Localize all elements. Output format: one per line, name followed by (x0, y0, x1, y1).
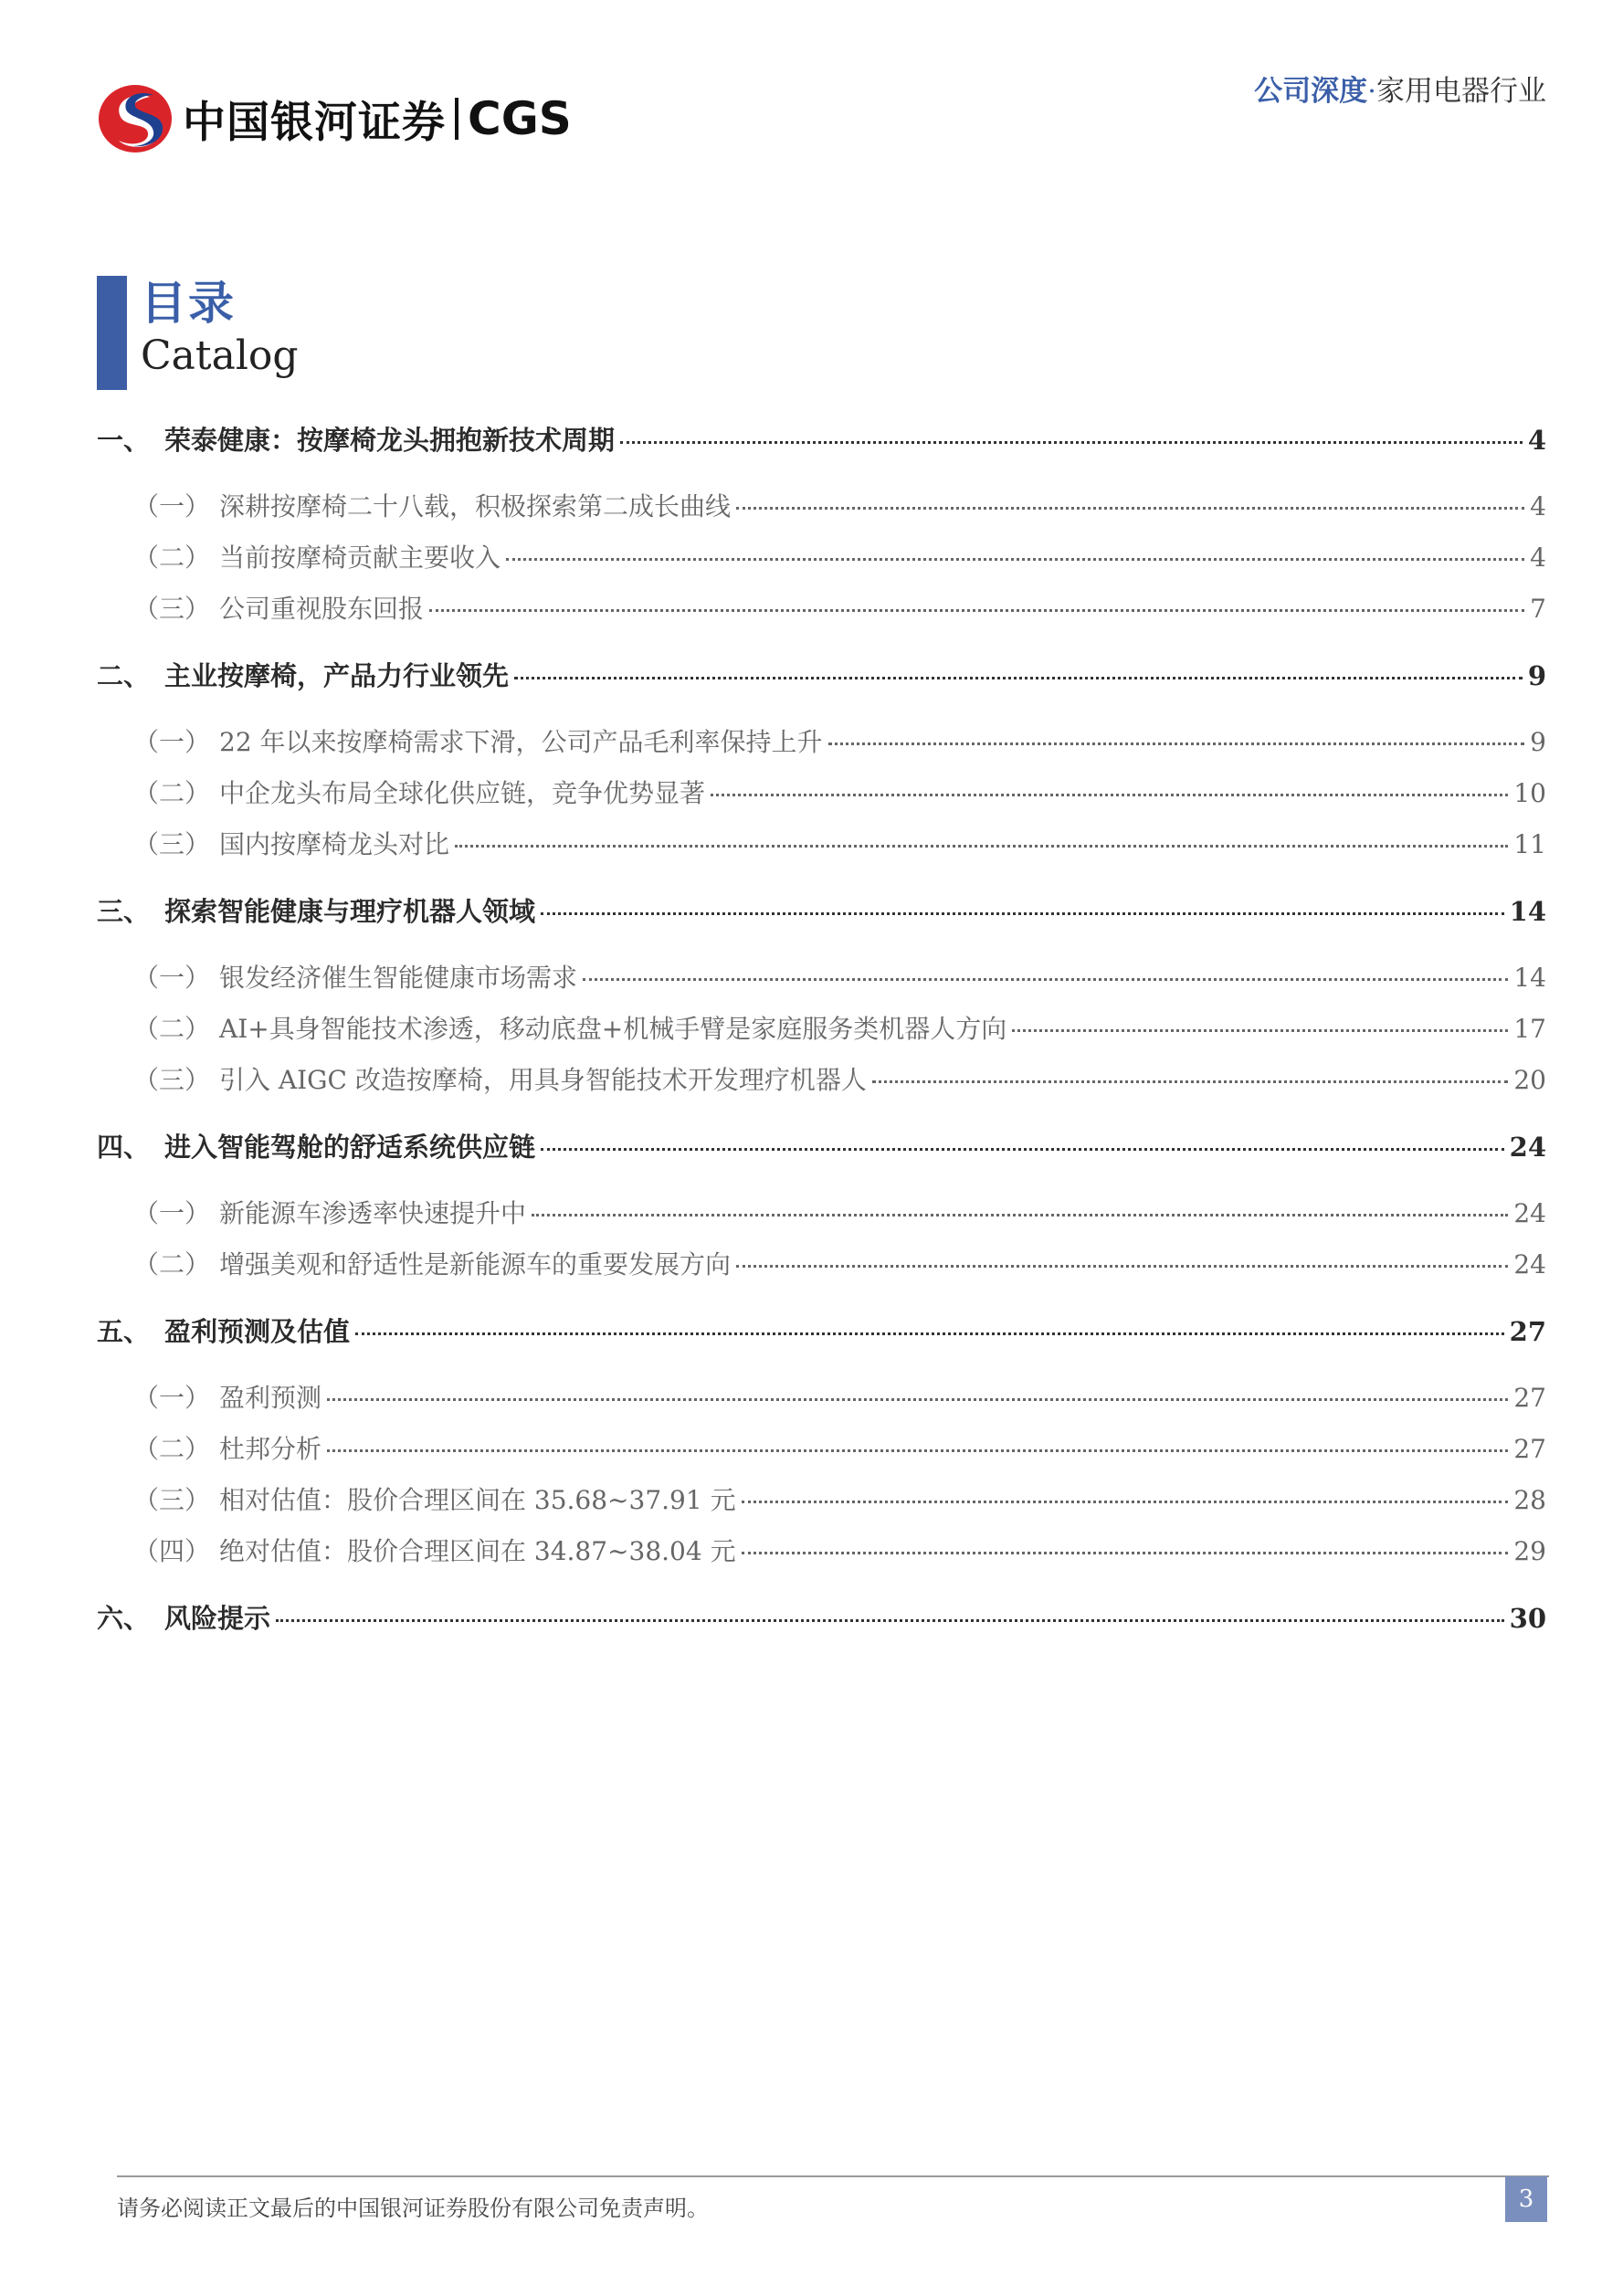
toc-title: 盈利预测 (219, 1383, 322, 1413)
report-type-separator: · (1367, 75, 1376, 108)
toc-number: （二） (133, 1249, 211, 1280)
toc-page: 30 (1509, 1603, 1546, 1634)
footer-disclaimer: 请务必阅读正文最后的中国银河证券股份有限公司免责声明。 (117, 2196, 709, 2221)
cgs-logo-icon (97, 82, 174, 155)
toc-title: 新能源车渗透率快速提升中 (219, 1198, 527, 1228)
toc-leader (541, 912, 1504, 915)
toc-subsection[interactable] (97, 774, 1546, 810)
toc-page: 4 (1527, 425, 1546, 456)
toc-page: 27 (1513, 1383, 1546, 1413)
toc-section[interactable] (97, 420, 1546, 458)
toc-leader (742, 1552, 1509, 1554)
toc-page: 27 (1509, 1316, 1546, 1347)
toc-number: （一） (133, 1383, 211, 1413)
toc-leader (276, 1619, 1504, 1622)
report-category (1254, 68, 1546, 109)
toc-page: 27 (1513, 1434, 1546, 1464)
toc-number: （一） (133, 1198, 211, 1228)
toc-page: 24 (1513, 1198, 1546, 1228)
toc-page: 29 (1513, 1536, 1546, 1566)
toc-number: 一、 (97, 425, 151, 456)
toc-number: （三） (133, 594, 211, 624)
toc-number: 三、 (97, 896, 151, 927)
logo-chinese-name: 中国银河证券 (183, 97, 446, 148)
toc-leader (429, 609, 1524, 612)
toc-subsection[interactable] (97, 1009, 1546, 1046)
toc-subsection[interactable] (97, 1060, 1546, 1097)
toc-page: 24 (1509, 1132, 1546, 1163)
logo-english-name: CGS (468, 92, 572, 145)
toc-subsection[interactable] (97, 1194, 1546, 1230)
toc-leader (1012, 1029, 1508, 1032)
toc-number: （一） (133, 963, 211, 993)
toc-title: 国内按摩椅龙头对比 (219, 829, 450, 859)
toc-page: 10 (1513, 778, 1546, 808)
toc-title: 增强美观和舒适性是新能源车的重要发展方向 (219, 1249, 732, 1280)
toc-leader (736, 1265, 1508, 1268)
page-number: 3 (1505, 2176, 1547, 2222)
company-logo (97, 82, 572, 155)
toc-page: 20 (1513, 1065, 1546, 1095)
toc-title: 杜邦分析 (219, 1434, 322, 1464)
toc-page: 17 (1513, 1014, 1546, 1044)
toc-title: 探索智能健康与理疗机器人领域 (164, 896, 536, 927)
toc-subsection[interactable] (97, 825, 1546, 861)
toc-number: （三） (133, 1485, 211, 1515)
toc-number: （二） (133, 1014, 211, 1044)
toc-section[interactable] (97, 1598, 1546, 1636)
catalog-title-en: Catalog (141, 332, 299, 379)
toc-subsection[interactable] (97, 538, 1546, 574)
footer-divider (117, 2175, 1549, 2177)
toc-title: 引入 AIGC 改造按摩椅，用具身智能技术开发理疗机器人 (219, 1065, 867, 1095)
toc-subsection[interactable] (97, 487, 1546, 523)
toc-leader (455, 845, 1508, 848)
toc-leader (620, 441, 1523, 444)
toc-number: 二、 (97, 660, 151, 691)
toc-page: 14 (1509, 896, 1546, 927)
toc-title: 风险提示 (164, 1603, 271, 1634)
toc-leader (742, 1501, 1509, 1503)
toc-page: 14 (1513, 963, 1546, 993)
toc-title: 深耕按摩椅二十八载，积极探索第二成长曲线 (219, 491, 732, 521)
toc-number: （一） (133, 727, 211, 757)
toc-leader (532, 1214, 1508, 1216)
toc-leader (828, 743, 1525, 745)
industry-label: 家用电器行业 (1376, 75, 1546, 108)
toc-title: AI+具身智能技术渗透，移动底盘+机械手臂是家庭服务类机器人方向 (219, 1014, 1007, 1044)
toc-leader (736, 507, 1524, 510)
toc-leader (506, 558, 1524, 561)
toc-title: 22 年以来按摩椅需求下滑，公司产品毛利率保持上升 (219, 727, 823, 757)
toc-subsection[interactable] (97, 1378, 1546, 1415)
report-type: 公司深度 (1254, 75, 1368, 108)
logo-divider (455, 98, 458, 140)
toc-title: 中企龙头布局全球化供应链，竞争优势显著 (219, 778, 706, 808)
toc-number: （四） (133, 1536, 211, 1566)
toc-title: 相对估值：股价合理区间在 35.68~37.91 元 (219, 1485, 736, 1515)
toc-page: 9 (1527, 660, 1546, 691)
catalog-accent-bar (97, 276, 127, 390)
toc-title: 进入智能驾舱的舒适系统供应链 (164, 1132, 536, 1163)
toc-page: 4 (1530, 542, 1546, 573)
toc-subsection[interactable] (97, 958, 1546, 995)
toc-leader (355, 1332, 1504, 1335)
toc-number: （二） (133, 778, 211, 808)
toc-number: （二） (133, 1434, 211, 1464)
toc-section[interactable] (97, 1311, 1546, 1349)
toc-title: 银发经济催生智能健康市场需求 (219, 963, 578, 993)
toc-leader (327, 1398, 1508, 1401)
toc-page: 11 (1513, 829, 1546, 859)
toc-subsection[interactable] (97, 1429, 1546, 1466)
toc-title: 荣泰健康：按摩椅龙头拥抱新技术周期 (164, 425, 616, 456)
toc-title: 绝对估值：股价合理区间在 34.87~38.04 元 (219, 1536, 736, 1566)
toc-number: （一） (133, 491, 211, 521)
toc-title: 主业按摩椅，产品力行业领先 (164, 660, 510, 691)
toc-number: （二） (133, 542, 211, 573)
toc-leader (872, 1080, 1508, 1083)
toc-leader (327, 1449, 1508, 1452)
toc-number: 五、 (97, 1316, 151, 1347)
toc-number: （三） (133, 829, 211, 859)
toc-page: 24 (1513, 1249, 1546, 1280)
toc-leader (583, 978, 1508, 981)
toc-page: 9 (1530, 727, 1546, 757)
toc-leader (541, 1148, 1504, 1151)
toc-leader (711, 794, 1508, 796)
toc-title: 公司重视股东回报 (219, 594, 425, 624)
toc-leader (514, 677, 1523, 679)
toc-number: 六、 (97, 1603, 151, 1634)
toc-section[interactable] (97, 656, 1546, 693)
toc-section[interactable] (97, 1127, 1546, 1164)
toc-subsection[interactable] (97, 1532, 1546, 1568)
toc-subsection[interactable] (97, 1245, 1546, 1281)
toc-title: 当前按摩椅贡献主要收入 (219, 542, 501, 573)
catalog-title-cn: 目录 (141, 276, 236, 330)
toc-subsection[interactable] (97, 1480, 1546, 1517)
toc-page: 28 (1513, 1485, 1546, 1515)
toc-number: 四、 (97, 1132, 151, 1163)
toc-number: （三） (133, 1065, 211, 1095)
toc-section[interactable] (97, 891, 1546, 929)
toc-subsection[interactable] (97, 722, 1546, 759)
toc-subsection[interactable] (97, 589, 1546, 626)
toc-page: 7 (1530, 594, 1546, 624)
toc-title: 盈利预测及估值 (164, 1316, 351, 1347)
toc-page: 4 (1530, 491, 1546, 521)
